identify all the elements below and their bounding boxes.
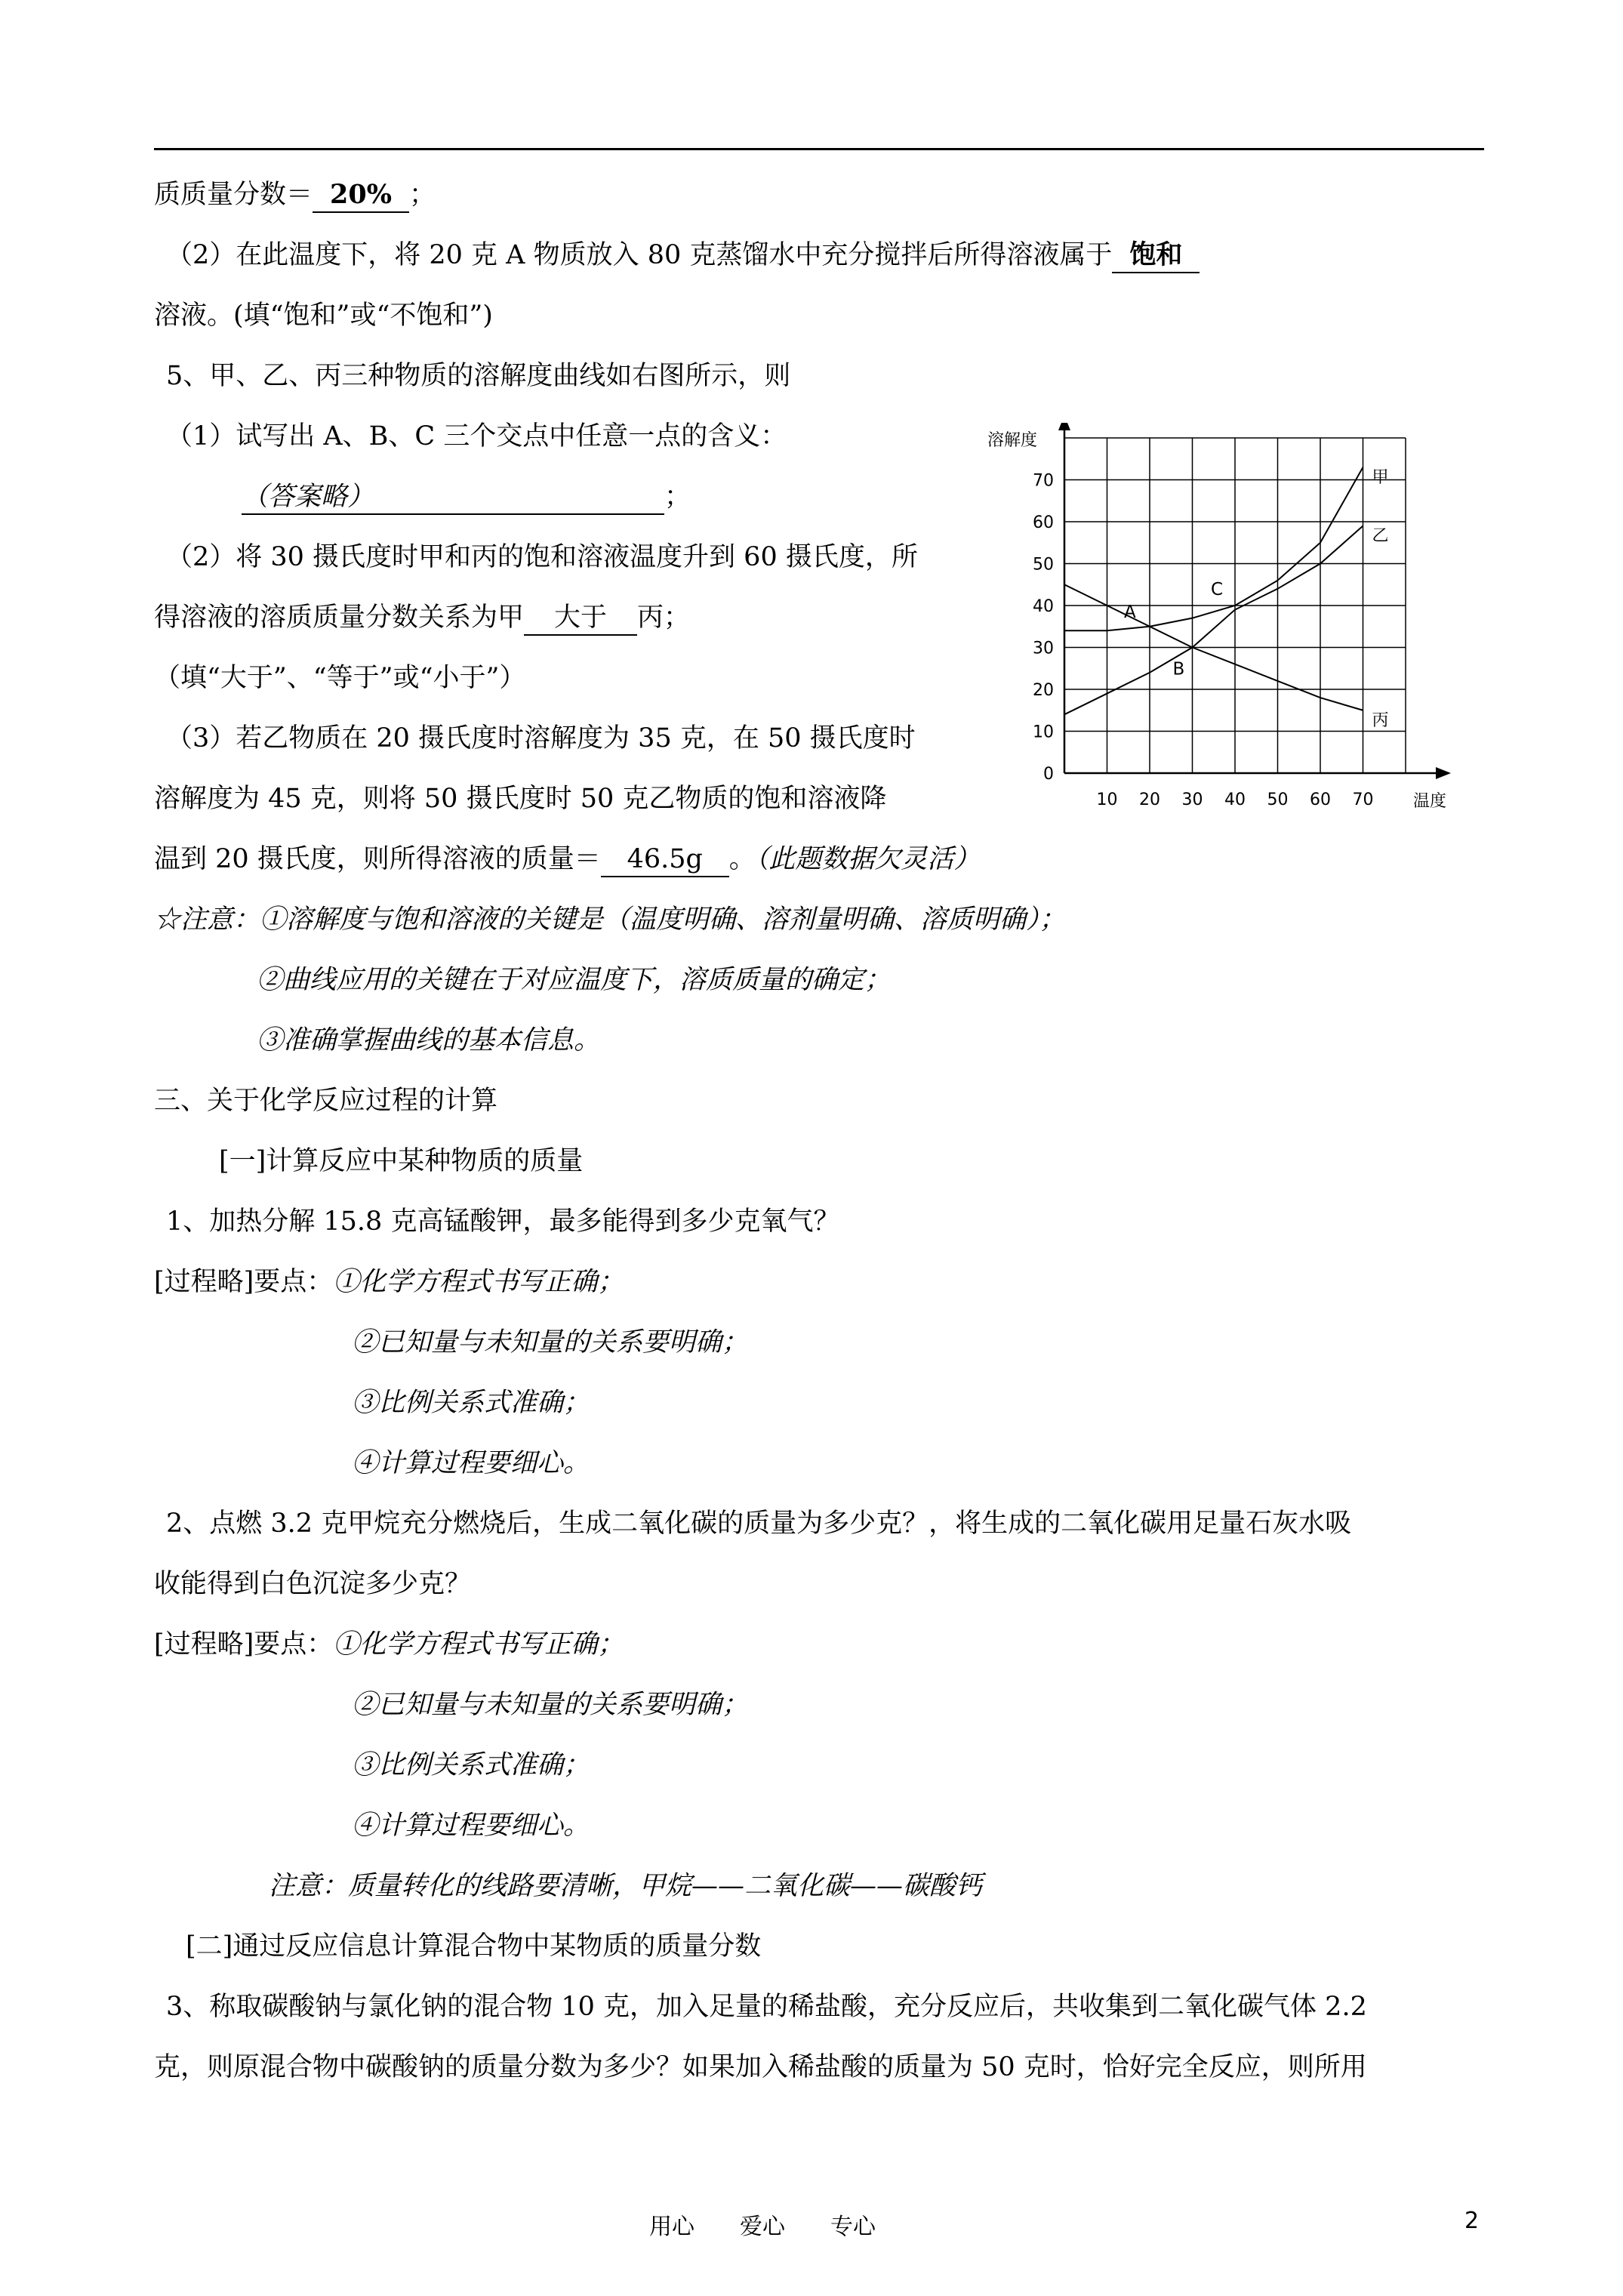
intersection-label-B: B xyxy=(1172,659,1185,680)
x-tick-label: 30 xyxy=(1181,791,1203,809)
question-5-2: （2）将 30 摄氏度时甲和丙的饱和溶液温度升到 60 摄氏度，所 xyxy=(166,542,918,572)
question-1: 1、加热分解 15.8 克高锰酸钾，最多能得到多少克氧气？ xyxy=(166,1207,840,1237)
q2-keypoints: [过程略]要点：①化学方程式书写正确； xyxy=(154,1629,624,1660)
q1-point-4: ④计算过程要细心。 xyxy=(352,1448,590,1478)
series-label-丙: 丙 xyxy=(1372,710,1389,730)
line-mass-fraction: 质质量分数＝ 20% ； xyxy=(154,178,436,213)
series-label-甲: 甲 xyxy=(1372,467,1389,487)
question-5-2-hint: （填“大于”、“等于”或“小于”） xyxy=(154,663,526,693)
note-1: ☆注意：①溶解度与饱和溶液的关键是（温度明确、溶剂量明确、溶质明确）； xyxy=(154,905,1066,935)
question-5-3: （3）若乙物质在 20 摄氏度时溶解度为 35 克，在 50 摄氏度时 xyxy=(166,723,916,754)
section-3-heading: 三、关于化学反应过程的计算 xyxy=(154,1086,498,1116)
x-tick-label: 40 xyxy=(1224,791,1246,809)
series-line-乙 xyxy=(1064,526,1363,715)
y-axis-title: 溶解度 xyxy=(987,431,1038,450)
answer-blank: 46.5g xyxy=(601,843,729,877)
x-axis-title: 温度 xyxy=(1413,792,1447,811)
q1-keypoints: [过程略]要点：①化学方程式书写正确； xyxy=(154,1267,624,1297)
line-q4-2-cont: 溶液。(填“饱和”或“不饱和”) xyxy=(154,300,493,331)
answer-blank: 饱和 xyxy=(1112,239,1200,273)
q2-point-4: ④计算过程要细心。 xyxy=(352,1811,590,1841)
chart-labels xyxy=(987,431,1446,811)
question-5-1-answer: （答案略） ； xyxy=(242,480,691,515)
y-tick-label: 50 xyxy=(1033,555,1054,575)
solubility-chart xyxy=(974,423,1472,815)
x-tick-label: 50 xyxy=(1267,791,1289,809)
y-tick-label: 60 xyxy=(1033,513,1054,532)
header-rule xyxy=(154,148,1484,150)
y-tick-label: 0 xyxy=(1043,765,1054,784)
question-2-cont: 收能得到白色沉淀多少克？ xyxy=(154,1569,472,1599)
question-3: 3、称取碳酸钠与氯化钠的混合物 10 克，加入足量的稀盐酸，充分反应后，共收集到二氧化碳气体 2.2 xyxy=(166,1992,1367,2022)
question-5-3-cont2: 温到 20 摄氏度，则所得溶液的质量＝ 46.5g 。（此题数据欠灵活） xyxy=(154,843,980,877)
series-label-乙: 乙 xyxy=(1372,526,1389,546)
subsection-1-heading: [一]计算反应中某种物质的质量 xyxy=(219,1146,584,1176)
x-tick-label: 20 xyxy=(1139,791,1160,809)
answer-blank: 20% xyxy=(313,178,409,213)
note-2: ②曲线应用的关键在于对应温度下，溶质质量的确定； xyxy=(257,965,892,995)
y-tick-label: 10 xyxy=(1033,723,1054,742)
x-tick-label: 60 xyxy=(1310,791,1331,809)
page-number: 2 xyxy=(1464,2208,1480,2234)
y-tick-label: 30 xyxy=(1033,639,1054,658)
intersection-label-C: C xyxy=(1211,580,1224,599)
subsection-2-heading: [二]通过反应信息计算混合物中某物质的质量分数 xyxy=(186,1931,762,1962)
question-5-1: （1）试写出 A、B、C 三个交点中任意一点的含义： xyxy=(166,421,787,451)
question-3-cont: 克，则原混合物中碳酸钠的质量分数为多少？如果加入稀盐酸的质量为 50 克时，恰好完全反应，则所用 xyxy=(154,2052,1367,2082)
note-3: ③准确掌握曲线的基本信息。 xyxy=(257,1025,601,1056)
answer-blank: 大于 xyxy=(524,601,637,636)
y-axis-arrow xyxy=(1058,423,1070,430)
x-tick-label: 10 xyxy=(1096,791,1118,809)
y-tick-label: 70 xyxy=(1033,471,1054,491)
intersection-label-A: A xyxy=(1124,602,1136,622)
chart-axes xyxy=(1058,423,1451,779)
y-tick-label: 20 xyxy=(1033,681,1054,700)
question-5-2-cont: 得溶液的溶质质量分数关系为甲 大于 丙； xyxy=(154,601,690,636)
line-q4-2: （2）在此温度下，将 20 克 A 物质放入 80 克蒸馏水中充分搅拌后所得溶液属于 饱和 xyxy=(166,239,1200,273)
answer-blank: （答案略） xyxy=(242,480,664,515)
q1-point-2: ②已知量与未知量的关系要明确； xyxy=(352,1327,749,1358)
footer-motto: 用心 爱心 专心 xyxy=(649,2214,876,2240)
q2-point-2: ②已知量与未知量的关系要明确； xyxy=(352,1690,749,1720)
x-axis-arrow xyxy=(1436,767,1451,779)
question-2: 2、点燃 3.2 克甲烷充分燃烧后，生成二氧化碳的质量为多少克？，将生成的二氧化碳用足量石灰水吸 xyxy=(166,1509,1352,1539)
question-5-3-cont1: 溶解度为 45 克，则将 50 摄氏度时 50 克乙物质的饱和溶液降 xyxy=(154,784,887,814)
q1-point-3: ③比例关系式准确； xyxy=(352,1388,590,1418)
q2-point-3: ③比例关系式准确； xyxy=(352,1750,590,1780)
q2-note: 注意：质量转化的线路要清晰，甲烷——二氧化碳——碳酸钙 xyxy=(269,1871,983,1901)
question-5: 5、甲、乙、丙三种物质的溶解度曲线如右图所示，则 xyxy=(166,361,791,391)
y-tick-label: 40 xyxy=(1033,597,1054,616)
x-tick-label: 70 xyxy=(1352,791,1374,809)
